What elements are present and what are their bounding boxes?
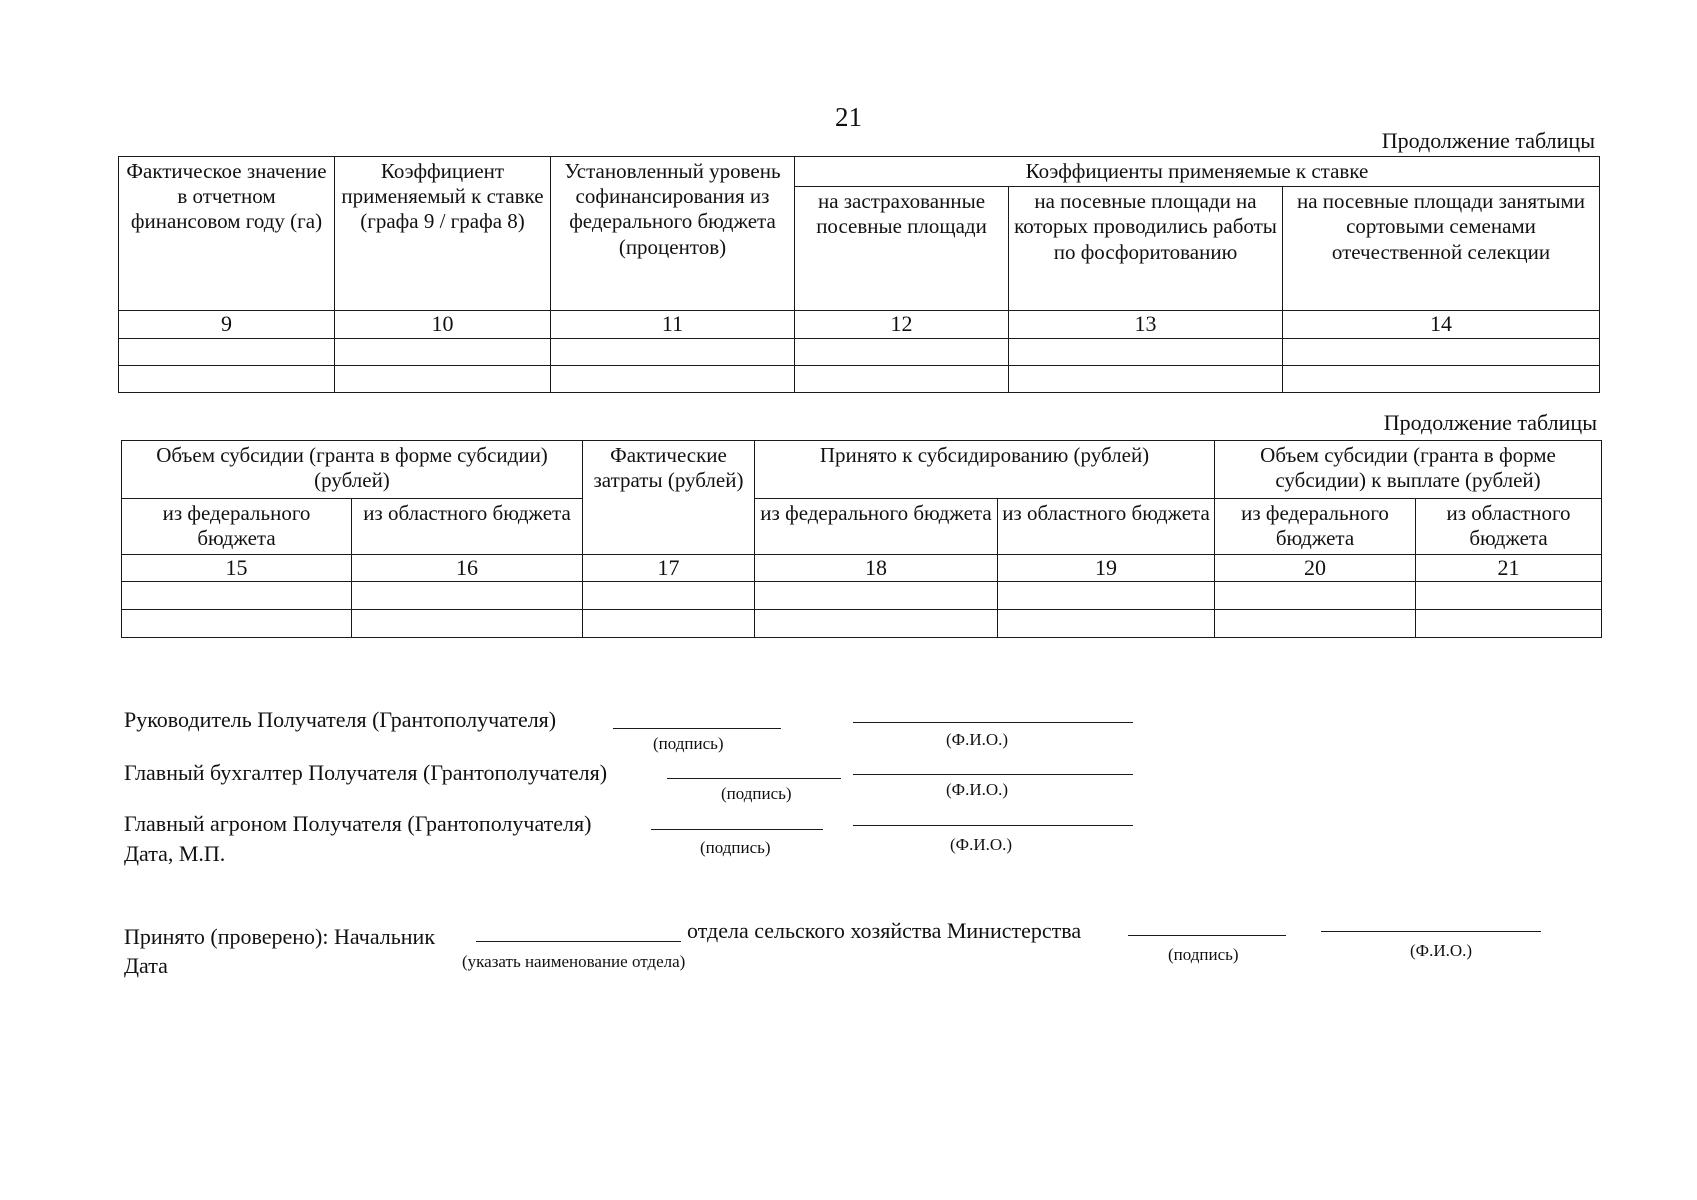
table-cell[interactable]: [1215, 582, 1416, 610]
table-row: [119, 338, 1600, 365]
accountant-fio-caption: (Ф.И.О.): [946, 780, 1009, 799]
table-cell[interactable]: [998, 582, 1215, 610]
header-rate-coefficient: Коэффициент применяемый к ставке (графа 9 / графа 8): [335, 157, 551, 311]
table-row: [122, 582, 1602, 610]
column-number: 18: [755, 555, 998, 582]
acceptance-prefix-label: Принято (проверено): Начальник: [124, 924, 436, 949]
table-cell[interactable]: [1009, 365, 1283, 392]
column-number: 10: [335, 311, 551, 338]
head-signatory-label: Руководитель Получателя (Грантополучателя): [124, 707, 557, 732]
head-fio-caption: (Ф.И.О.): [946, 730, 1009, 749]
header-accepted-federal: из федерального бюджета: [755, 499, 998, 555]
page-number: 21: [835, 102, 862, 132]
table-cell[interactable]: [755, 610, 998, 638]
table-cell[interactable]: [1009, 338, 1283, 365]
column-number: 20: [1215, 555, 1416, 582]
table-cell[interactable]: [352, 582, 583, 610]
agronomist-fio-caption: (Ф.И.О.): [950, 835, 1013, 854]
header-domestic-seed-areas: на посевные площади занятыми сортовыми семенами отечественной селекции: [1283, 187, 1600, 311]
header-volume-federal: из федерального бюджета: [122, 499, 352, 555]
accountant-signature-line[interactable]: [667, 778, 841, 779]
table-cell[interactable]: [1416, 610, 1602, 638]
table-cell[interactable]: [122, 610, 352, 638]
header-phosphorite-areas: на посевные площади на которых проводились работы по фосфоритованию: [1009, 187, 1283, 311]
table-row: [122, 610, 1602, 638]
table-cell[interactable]: [122, 582, 352, 610]
acceptance-fio-line[interactable]: [1321, 931, 1541, 932]
agronomist-signature-line[interactable]: [651, 829, 823, 830]
date-stamp-label: Дата, М.П.: [124, 841, 226, 866]
column-number: 14: [1283, 311, 1600, 338]
department-name-line[interactable]: [476, 941, 681, 942]
table-cell[interactable]: [998, 610, 1215, 638]
acceptance-fio-caption: (Ф.И.О.): [1410, 941, 1473, 960]
table-cell[interactable]: [352, 610, 583, 638]
header-accepted-regional: из областного бюджета: [998, 499, 1215, 555]
header-coefficients-group: Коэффициенты применяемые к ставке: [795, 157, 1600, 187]
subsidy-table: [121, 440, 1602, 638]
table-cell[interactable]: [335, 365, 551, 392]
header-volume-regional: из областного бюджета: [352, 499, 583, 555]
column-number: 16: [352, 555, 583, 582]
header-actual-value: Фактическое значение в отчетном финансовом году (га): [119, 157, 335, 311]
table-cell[interactable]: [795, 365, 1009, 392]
head-signature-line[interactable]: [613, 728, 781, 729]
table-cell[interactable]: [335, 338, 551, 365]
coefficients-table: [118, 156, 1600, 393]
acceptance-department-label: отдела сельского хозяйства Министерства: [687, 918, 1082, 943]
table-cell[interactable]: [119, 338, 335, 365]
header-payout-federal: из федерального бюджета: [1215, 499, 1416, 555]
header-subsidy-payout: Объем субсидии (гранта в форме субсидии) к выплате (рублей): [1215, 441, 1602, 499]
head-signature-caption: (подпись): [653, 734, 724, 753]
accountant-signatory-label: Главный бухгалтер Получателя (Грантополучателя): [124, 760, 608, 785]
header-subsidy-volume: Объем субсидии (гранта в форме субсидии) (рублей): [122, 441, 583, 499]
accountant-fio-line[interactable]: [853, 774, 1133, 775]
column-number: 19: [998, 555, 1215, 582]
column-number: 21: [1416, 555, 1602, 582]
column-number: 9: [119, 311, 335, 338]
table-cell[interactable]: [755, 582, 998, 610]
acceptance-date-label: Дата: [124, 953, 168, 978]
header-insured-areas: на застрахованные посевные площади: [795, 187, 1009, 311]
head-fio-line[interactable]: [853, 722, 1133, 723]
table-continuation-label: Продолжение таблицы: [1383, 410, 1597, 435]
table-cell[interactable]: [1215, 610, 1416, 638]
table-row: [119, 365, 1600, 392]
column-number: 11: [551, 311, 795, 338]
table-cell[interactable]: [1283, 338, 1600, 365]
header-accepted-for-subsidy: Принято к субсидированию (рублей): [755, 441, 1215, 499]
column-number: 17: [583, 555, 755, 582]
column-number: 15: [122, 555, 352, 582]
column-number: 12: [795, 311, 1009, 338]
header-payout-regional: из областного бюджета: [1416, 499, 1602, 555]
table-continuation-label: Продолжение таблицы: [1381, 128, 1595, 153]
table-cell[interactable]: [551, 338, 795, 365]
agronomist-signature-caption: (подпись): [700, 838, 771, 857]
acceptance-signature-caption: (подпись): [1168, 945, 1239, 964]
table-cell[interactable]: [583, 582, 755, 610]
acceptance-signature-line[interactable]: [1128, 935, 1286, 936]
table-cell[interactable]: [1283, 365, 1600, 392]
header-actual-costs: Фактические затраты (рублей): [583, 441, 755, 555]
table-cell[interactable]: [1416, 582, 1602, 610]
table-cell[interactable]: [795, 338, 1009, 365]
department-name-caption: (указать наименование отдела): [462, 952, 686, 971]
table-cell[interactable]: [583, 610, 755, 638]
agronomist-fio-line[interactable]: [853, 825, 1133, 826]
table-cell[interactable]: [119, 365, 335, 392]
column-number: 13: [1009, 311, 1283, 338]
table-cell[interactable]: [551, 365, 795, 392]
accountant-signature-caption: (подпись): [721, 784, 792, 803]
header-cofinancing-level: Установленный уровень софинансирования из федерального бюджета (процентов): [551, 157, 795, 311]
agronomist-signatory-label: Главный агроном Получателя (Грантополучателя): [124, 811, 592, 836]
